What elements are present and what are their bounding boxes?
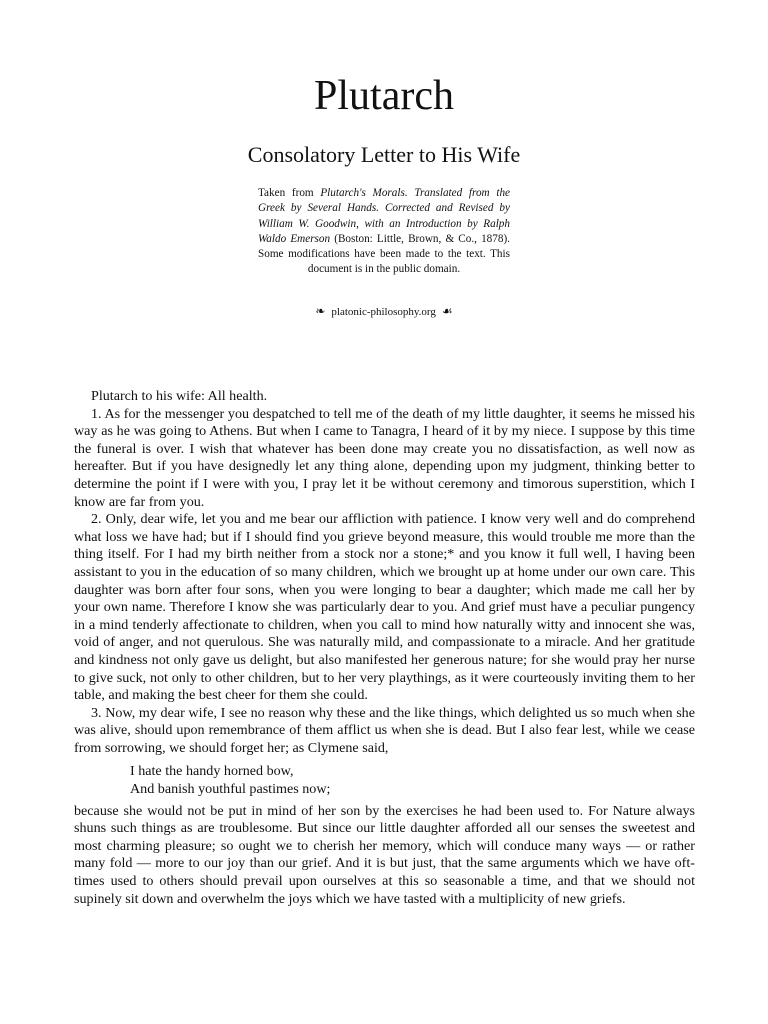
verse-quote	[130, 763, 695, 798]
letter-continuation: because she would not be put in mind of her son by the exercises he had been used to. For Nature always shuns such things as are troublesome. But since our little daughter afforded all our senses the sweetest and most charming pleasure; so ought we to cherish her memory, which will conduce many ways — or rather many fold — more to our joy than our grief. And it is but just, that the same arguments which we have oft-times used to others should prevail upon ourselves at this so seasonable a time, and that we should not supinely sit down and overwhelm the joys which we have tasted with a multiplicity of new griefs.	[74, 802, 695, 907]
source-note-prefix: Taken from	[258, 187, 321, 199]
verse-line-2: And banish youthful pastimes now;	[130, 781, 331, 798]
verse-line-1: I hate the handy horned bow,	[130, 763, 294, 780]
site-name: platonic-philosophy.org	[331, 306, 436, 318]
letter-paragraph-3: 3. Now, my dear wife, I see no reason why these and the like things, which delighted us so much when she was alive, should upon remembrance of them afflict us when she is dead. But I also fear lest, while we cease from sorrowing, we should forget her; as Clymene said,	[74, 704, 695, 756]
letter-body	[74, 388, 695, 908]
leaf-ornament-right-icon: ☙	[441, 304, 453, 318]
letter-paragraph-1: 1. As for the messenger you despatched to tell me of the death of my little daughter, it seems he missed his way as he was going to Athens. But when I came to Tanagra, I heard of it by my niece. I suppose by this time the funeral is over. I wish that whatever has been done may create you no dissatisfaction, as well now as hereafter. But if you have designedly let any thing alone, depending upon my judgment, thinking better to determine the point if I were with you, I pray let it be without ceremony and timorous superstition, which I know are far from you.	[74, 405, 695, 510]
document-title: Plutarch	[314, 73, 454, 119]
site-attribution	[0, 304, 768, 319]
leaf-ornament-left-icon: ❧	[315, 304, 326, 318]
document-subtitle: Consolatory Letter to His Wife	[247, 142, 521, 167]
source-note-title: Plutarch's Morals. Translated from the Greek by Several Hands. Corrected and Revised by William W. Goodwin, with an Introduction by Ralph Waldo Emerson	[258, 187, 510, 245]
source-note	[258, 186, 510, 278]
source-note-suffix: (Boston: Little, Brown, & Co., 1878). Some modifications have been made to the text. This document is in the public domain.	[258, 232, 510, 276]
letter-paragraph-2: 2. Only, dear wife, let you and me bear our affliction with patience. I know very well and do comprehend what loss we have had; but if I should find you grieve beyond measure, this would trouble me more than the thing itself. For I had my birth neither from a stock nor a stone;* and you know it full well, I having been assistant to you in the education of so many children, which we brought up at home under our own care. This daughter was born after four sons, when you were longing to bear a daughter; which made me call her by your own name. Therefore I know she was particularly dear to you. And grief must have a peculiar pungency in a mind tenderly affectionate to children, when you call to mind how naturally witty and innocent she was, void of anger, and not querulous. She was naturally mild, and compassionate to a miracle. And her gratitude and kindness not only gave us delight, but also manifested her generous nature; for she would pray her nurse to give suck, not only to other children, but to her very playthings, as it were courteously inviting them to her table, and making the best cheer for them she could.	[74, 511, 695, 704]
letter-salutation: Plutarch to his wife: All health.	[91, 388, 268, 404]
